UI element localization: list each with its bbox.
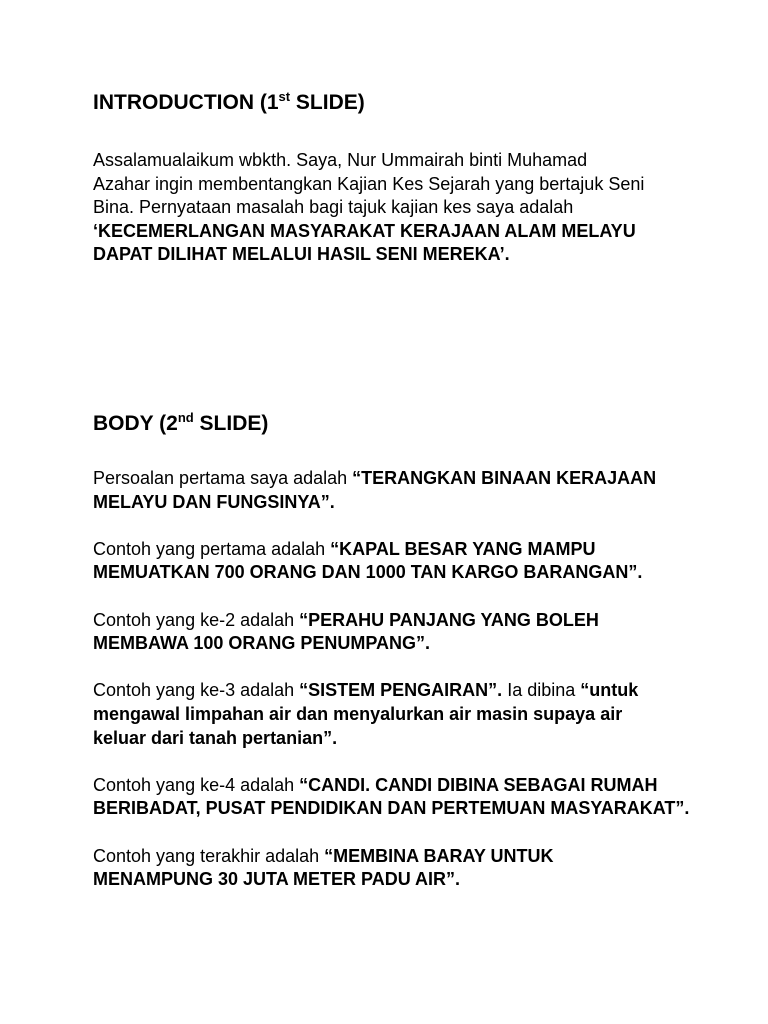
- example-paragraph-3: [93, 679, 689, 750]
- paragraph-line: Azahar ingin membentangkan Kajian Kes Sejarah yang bertajuk Seni: [93, 173, 645, 194]
- example-detail: mengawal limpahan air dan menyalurkan air masin supaya air: [93, 703, 623, 724]
- paragraph-line: [93, 467, 689, 491]
- body-heading: [93, 411, 689, 437]
- introduction-section: [93, 90, 644, 267]
- body-section: [93, 411, 689, 892]
- heading-superscript: nd: [177, 410, 194, 426]
- heading-text: INTRODUCTION (1: [93, 91, 279, 114]
- paragraph-line: [93, 845, 689, 869]
- example-lead: Contoh yang ke-4 adalah: [93, 774, 300, 795]
- example-quote: MEMUATKAN 700 ORANG DAN 1000 TAN KARGO BARANGAN”.: [93, 562, 643, 583]
- example-quote: “MEMBINA BARAY UNTUK: [324, 845, 554, 866]
- example-quote: “KAPAL BESAR YANG MAMPU: [330, 538, 596, 559]
- paragraph-line: Assalamualaikum wbkth. Saya, Nur Ummairah binti Muhamad: [93, 150, 588, 170]
- example-quote: “SISTEM PENGAIRAN”.: [299, 680, 503, 701]
- example-paragraph-4: [93, 774, 689, 821]
- question-quote: “TERANGKAN BINAAN KERAJAAN: [352, 468, 657, 488]
- example-detail: keluar dari tanah pertanian”.: [93, 727, 338, 748]
- example-lead: Contoh yang pertama adalah: [93, 538, 331, 559]
- paragraph-line: [93, 679, 689, 703]
- paragraph-line: [93, 774, 689, 798]
- heading-text-end: SLIDE): [290, 91, 365, 114]
- heading-text-end: SLIDE): [193, 412, 269, 435]
- example-detail: “untuk: [580, 680, 639, 701]
- heading-superscript: st: [278, 89, 291, 105]
- introduction-heading: [93, 90, 644, 116]
- example-paragraph-5: [93, 845, 689, 892]
- question-lead: Persoalan pertama saya adalah: [93, 468, 353, 488]
- example-quote: “CANDI. CANDI DIBINA SEBAGAI RUMAH: [299, 774, 658, 795]
- example-quote: MEMBAWA 100 ORANG PENUMPANG”.: [93, 633, 431, 654]
- heading-text: BODY (2: [93, 412, 178, 435]
- question-quote: MELAYU DAN FUNGSINYA”.: [93, 491, 335, 512]
- paragraph-line: [93, 538, 689, 562]
- example-paragraph-2: [93, 609, 689, 656]
- example-lead: Contoh yang ke-2 adalah: [93, 609, 300, 630]
- example-mid-text: Ia dibina: [502, 680, 581, 701]
- question-paragraph: [93, 467, 689, 514]
- problem-statement-line: DAPAT DILIHAT MELALUI HASIL SENI MEREKA’.: [93, 244, 510, 265]
- example-quote: BERIBADAT, PUSAT PENDIDIKAN DAN PERTEMUAN MASYARAKAT”.: [93, 798, 690, 819]
- example-quote: “PERAHU PANJANG YANG BOLEH: [299, 609, 599, 630]
- problem-statement-line: ‘KECEMERLANGAN MASYARAKAT KERAJAAN ALAM MELAYU: [93, 220, 636, 241]
- example-lead: Contoh yang ke-3 adalah: [93, 680, 300, 701]
- example-quote: MENAMPUNG 30 JUTA METER PADU AIR”.: [93, 869, 461, 890]
- introduction-paragraph: [93, 149, 644, 267]
- example-paragraph-1: [93, 538, 689, 585]
- example-lead: Contoh yang terakhir adalah: [93, 845, 325, 866]
- paragraph-line: [93, 609, 689, 633]
- paragraph-line: Bina. Pernyataan masalah bagi tajuk kajian kes saya adalah: [93, 197, 574, 218]
